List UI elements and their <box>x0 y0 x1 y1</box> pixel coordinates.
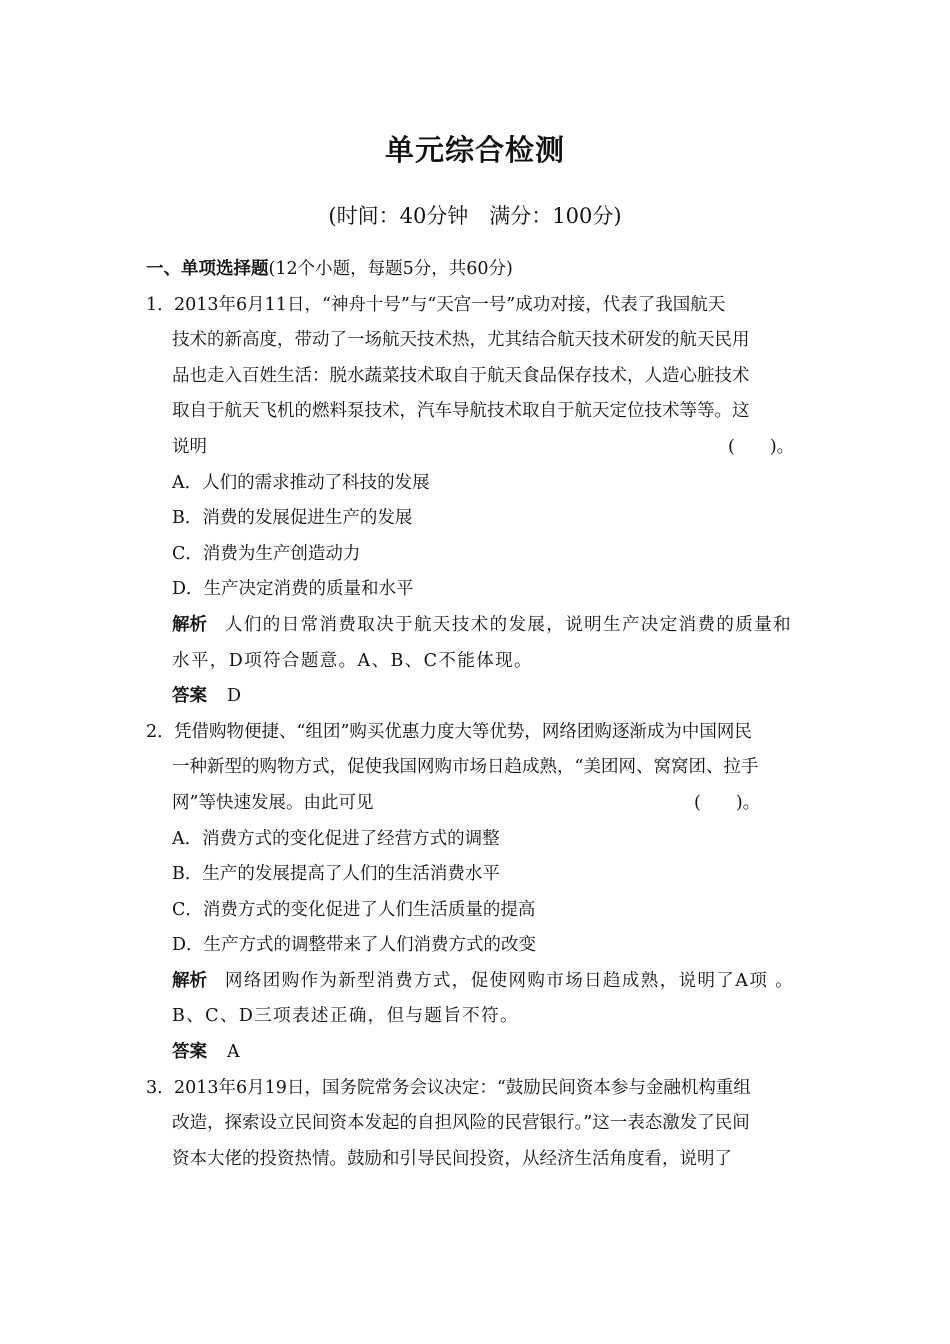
question-stem-line: 2．凭借购物便捷、“组团”购买优惠力度大等优势，网络团购逐渐成为中国网民 <box>146 715 818 751</box>
option-c: C．消费为生产创造动力 <box>172 543 361 564</box>
question-stem-line: 说明 ( )。 <box>146 430 818 466</box>
question-stem-line: 取自于航天飞机的燃料泵技术，汽车导航技术取自于航天定位技术等等。这 <box>172 401 750 422</box>
answer-label: 答案 <box>172 686 207 707</box>
question-stem-line: 一种新型的购物方式，促使我国网购市场日趋成熟，“美团网、窝窝团、拉手 <box>172 757 759 778</box>
option-c: C．消费方式的变化促进了人们生活质量的提高 <box>172 899 536 920</box>
analysis-label: 解析 <box>172 614 207 635</box>
answer-line <box>146 1035 818 1071</box>
section-note: (12个小题，每题5分，共60分) <box>268 259 513 279</box>
question-2 <box>146 715 818 1071</box>
analysis-label: 解析 <box>172 970 207 991</box>
question-stem-line: 网”等快速发展。由此可见 ( )。 <box>146 786 818 822</box>
question-number: 3． <box>146 1077 175 1098</box>
question-stem-line: 品也走入百姓生活：脱水蔬菜技术取自于航天食品保存技术，人造心脏技术 <box>172 365 750 386</box>
page-title: 单元综合检测 <box>384 133 565 167</box>
answer-label: 答案 <box>172 1042 207 1063</box>
question-stem-line: 改造，探索设立民间资本发起的自担风险的民营银行。”这一表态激发了民间 <box>172 1113 750 1134</box>
option-d: D．生产决定消费的质量和水平 <box>172 579 414 600</box>
option-d: D．生产方式的调整带来了人们消费方式的改变 <box>172 935 537 956</box>
question-stem-line: 1．2013年6月11日，“神舟十号”与“天宫一号”成功对接，代表了我国航天 <box>146 288 818 324</box>
analysis-line: 解析 网络团购作为新型消费方式，促使网购市场日趋成熟，说明了A项 。 <box>172 970 795 991</box>
question-3 <box>146 1071 818 1178</box>
option-a: A．消费方式的变化促进了经营方式的调整 <box>172 828 500 849</box>
answer-blank: ( )。 <box>728 436 795 457</box>
question-stem-line: 3．2013年6月19日，国务院常务会议决定：“鼓励民间资本参与金融机构重组 <box>146 1071 818 1107</box>
analysis-line: B、C、D三项表述正确，但与题旨不符。 <box>172 1006 519 1027</box>
question-stem-line: 资本大佬的投资热情。鼓励和引导民间投资，从经济生活角度看，说明了 <box>172 1148 732 1169</box>
question-stem-line: 技术的新高度，带动了一场航天技术热，尤其结合航天技术研发的航天民用 <box>172 330 750 351</box>
section-heading <box>146 252 818 288</box>
option-b: B．消费的发展促进生产的发展 <box>172 508 413 529</box>
question-number: 2． <box>146 721 175 742</box>
section-title: 一、单项选择题 <box>146 259 269 279</box>
answer-value: D <box>227 686 242 707</box>
exam-info: (时间：40分钟 满分：100分) <box>328 204 622 228</box>
option-a: A．人们的需求推动了科技的发展 <box>172 472 430 493</box>
question-1 <box>146 288 818 715</box>
question-number: 1． <box>146 294 175 315</box>
answer-line <box>146 679 818 715</box>
exam-content <box>146 252 818 1177</box>
analysis-line: 解析 人们的日常消费取决于航天技术的发展，说明生产决定消费的质量和 <box>172 614 792 635</box>
option-b: B．生产的发展提高了人们的生活消费水平 <box>172 864 500 885</box>
analysis-line: 水平，D项符合题意。A、B、C不能体现。 <box>172 650 533 671</box>
answer-value: A <box>227 1042 240 1063</box>
answer-blank: ( )。 <box>694 792 761 813</box>
